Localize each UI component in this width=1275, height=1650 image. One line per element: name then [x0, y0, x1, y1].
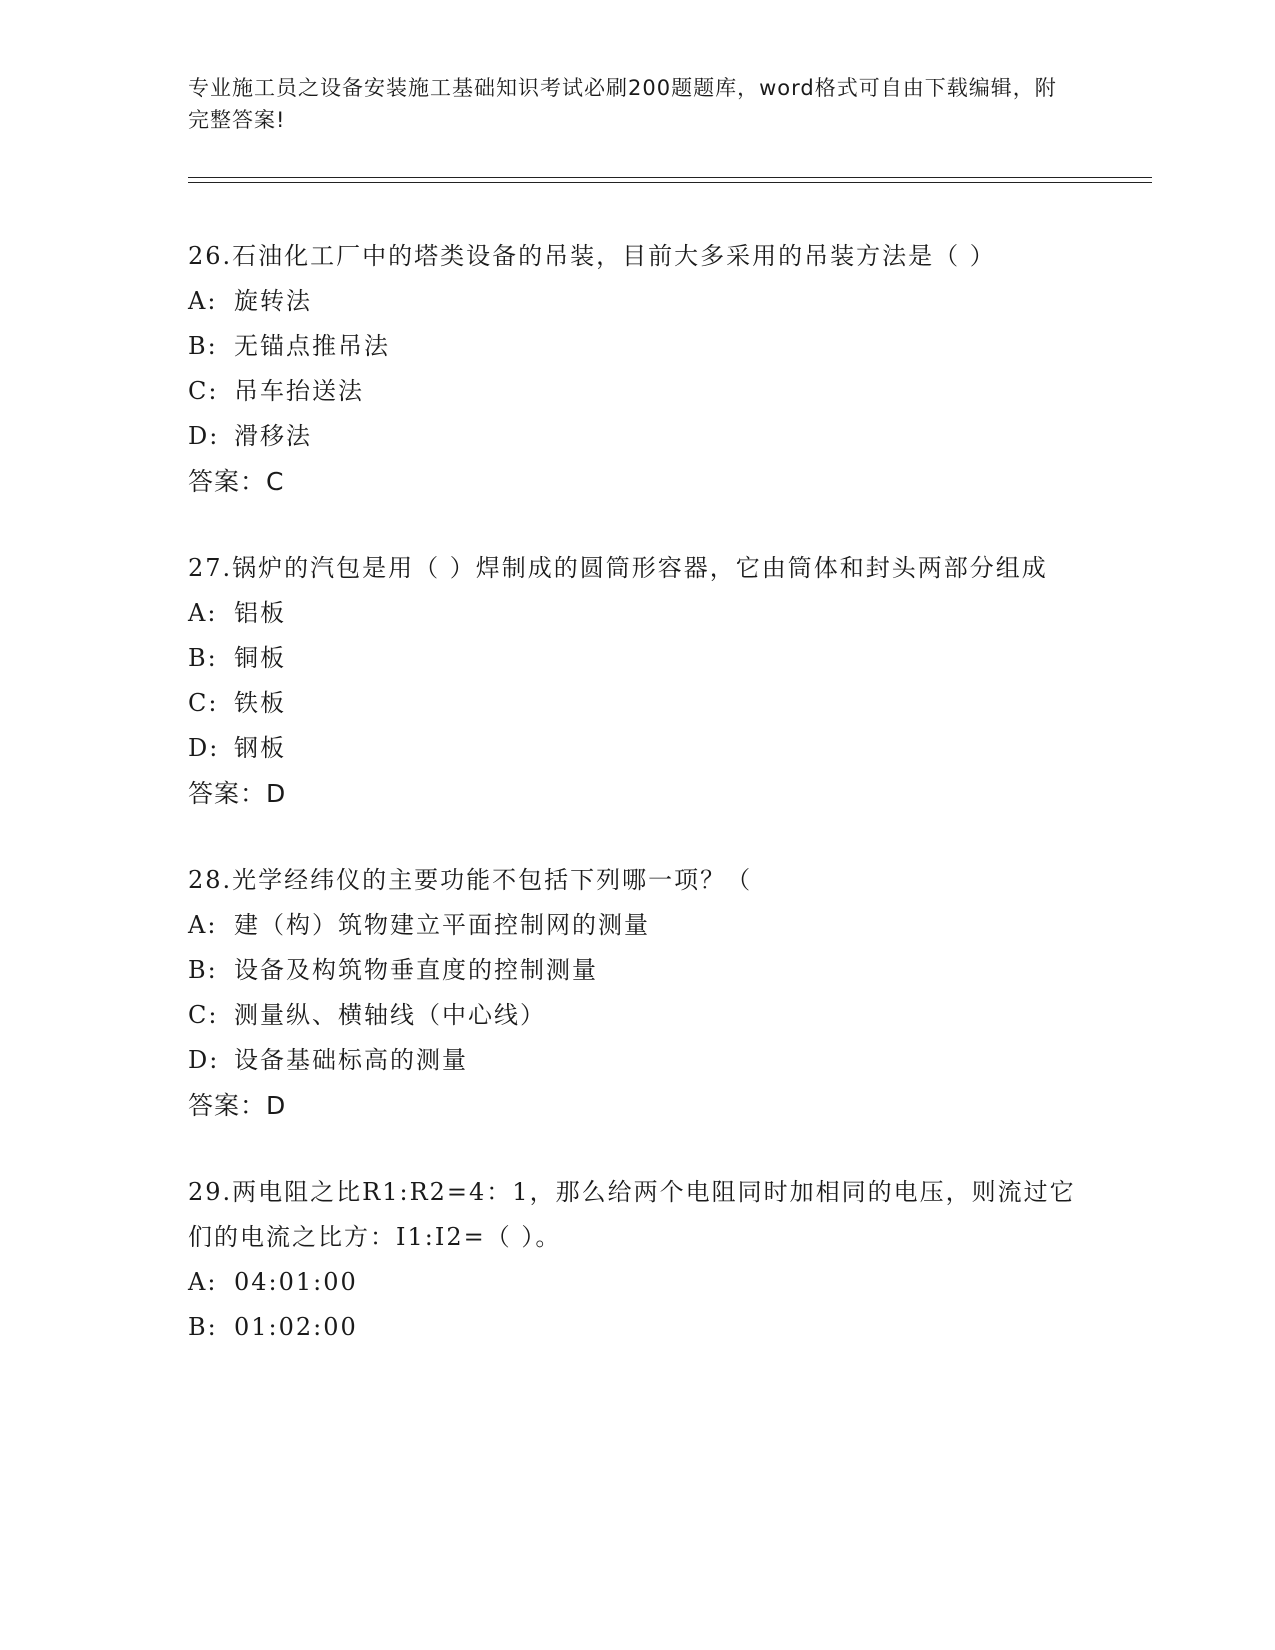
option-text: 吊车抬送法	[234, 377, 364, 405]
option-text: 铝板	[234, 599, 286, 627]
header-divider	[188, 177, 1152, 183]
question-29	[188, 1170, 1088, 1350]
option-text: 设备及构筑物垂直度的控制测量	[234, 956, 598, 984]
option-c	[188, 993, 1088, 1038]
option-letter: C:	[188, 1001, 219, 1029]
option-letter: A:	[188, 287, 218, 315]
question-text: 26.石油化工厂中的塔类设备的吊装，目前大多采用的吊装方法是（ ）	[188, 242, 996, 270]
option-text: 无锚点推吊法	[234, 332, 390, 360]
option-text: 01:02:00	[234, 1313, 358, 1341]
option-c	[188, 681, 1088, 726]
option-d	[188, 414, 1088, 459]
option-letter: C:	[188, 689, 219, 717]
question-27	[188, 546, 1088, 816]
option-letter: C:	[188, 377, 219, 405]
option-a	[188, 591, 1088, 636]
option-letter: B:	[188, 644, 218, 672]
option-a	[188, 279, 1088, 324]
option-text: 旋转法	[234, 287, 312, 315]
option-text: 测量纵、横轴线（中心线）	[234, 1001, 546, 1029]
option-letter: B:	[188, 956, 218, 984]
page-title: 专业施工员之设备安装施工基础知识考试必刷200题题库，word格式可自由下载编辑，附完整答案!	[188, 76, 1057, 132]
question-28	[188, 858, 1088, 1128]
option-d	[188, 1038, 1088, 1083]
option-letter: A:	[188, 1268, 218, 1296]
option-text: 铜板	[234, 644, 286, 672]
option-d	[188, 726, 1088, 771]
question-text: 28.光学经纬仪的主要功能不包括下列哪一项？（	[188, 866, 753, 894]
option-letter: A:	[188, 911, 218, 939]
option-text: 滑移法	[234, 422, 312, 450]
option-text: 04:01:00	[234, 1268, 358, 1296]
question-list	[188, 234, 1088, 1392]
option-letter: B:	[188, 1313, 218, 1341]
question-26	[188, 234, 1088, 504]
answer-line: 答案：D	[188, 1091, 287, 1120]
option-a	[188, 903, 1088, 948]
option-text: 铁板	[234, 689, 286, 717]
option-c	[188, 369, 1088, 414]
option-text: 钢板	[234, 734, 286, 762]
option-b	[188, 1305, 1088, 1350]
option-letter: B:	[188, 332, 218, 360]
option-text: 设备基础标高的测量	[234, 1046, 468, 1074]
option-text: 建（构）筑物建立平面控制网的测量	[234, 911, 650, 939]
option-b	[188, 636, 1088, 681]
answer-line: 答案：D	[188, 779, 287, 808]
question-text: 27.锅炉的汽包是用（ ）焊制成的圆筒形容器，它由筒体和封头两部分组成	[188, 554, 1048, 582]
option-b	[188, 948, 1088, 993]
option-letter: D:	[188, 734, 220, 762]
option-letter: A:	[188, 599, 218, 627]
option-a	[188, 1260, 1088, 1305]
answer-line: 答案：C	[188, 467, 285, 496]
option-letter: D:	[188, 1046, 220, 1074]
option-letter: D:	[188, 422, 220, 450]
option-b	[188, 324, 1088, 369]
question-text: 29.两电阻之比R1:R2=4：1，那么给两个电阻同时加相同的电压，则流过它们的电流之比方：I1:I2=（ ）。	[188, 1178, 1076, 1251]
